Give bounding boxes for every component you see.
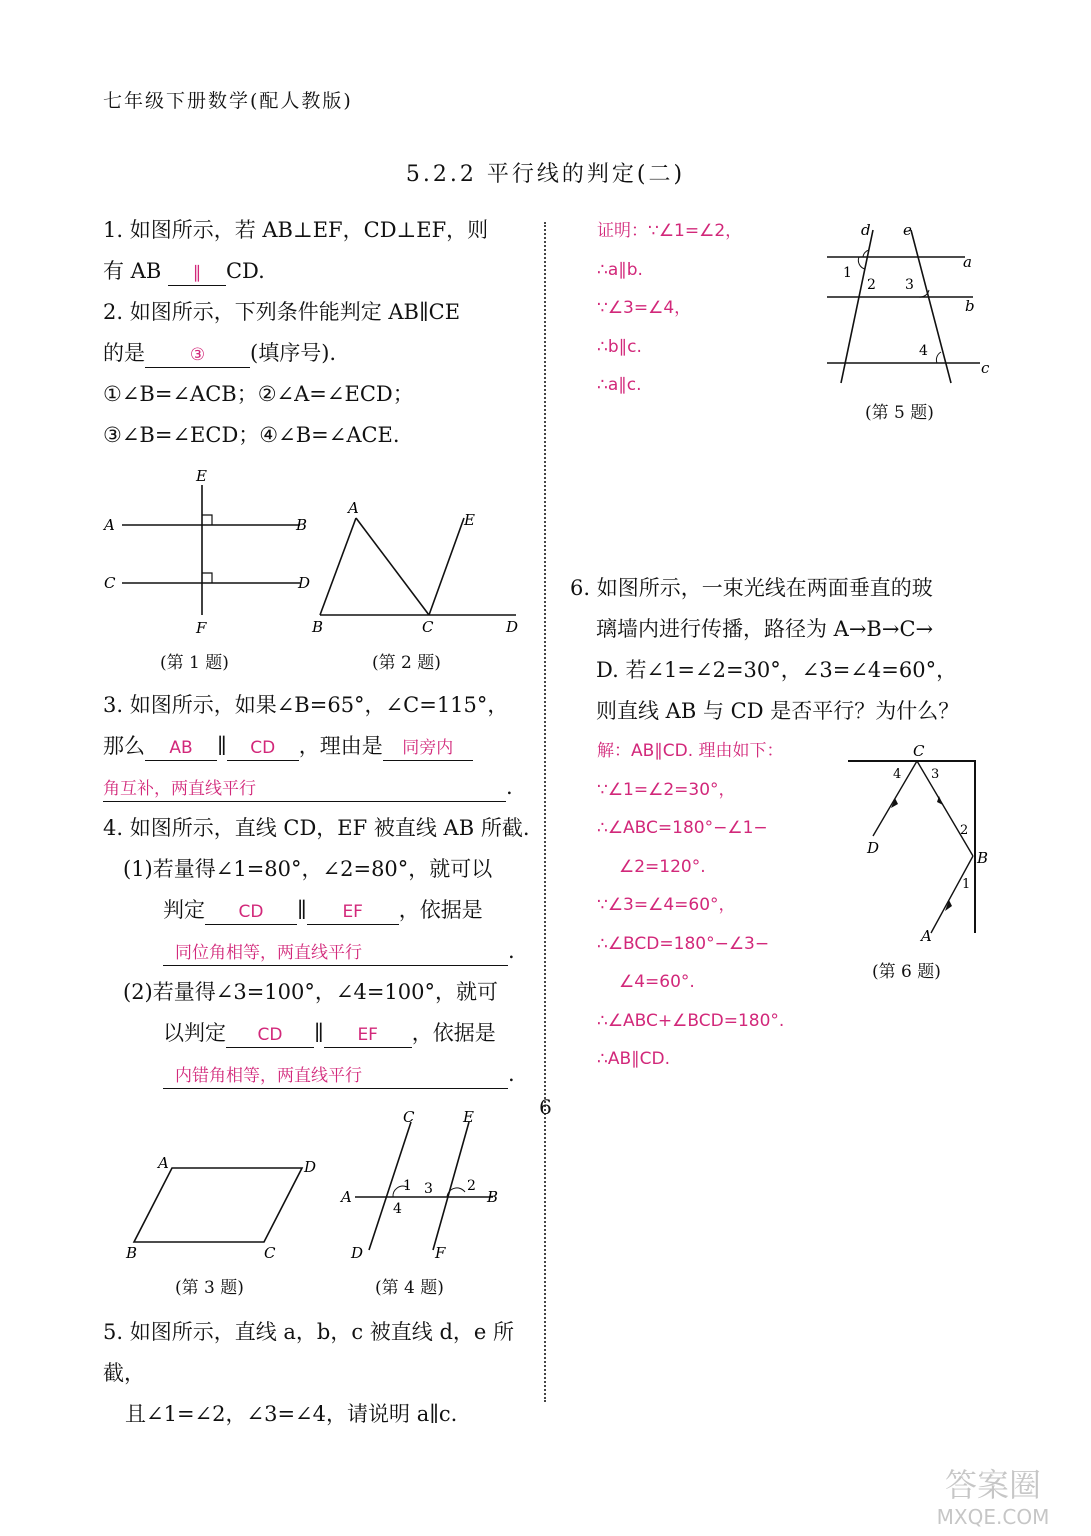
q3-reason-2: 角互补，两直线平行 — [103, 779, 256, 799]
fig5-label-4: 4 — [919, 343, 928, 359]
q1-line1: 1. 如图所示，若 AB⊥EF，CD⊥EF，则 — [103, 218, 489, 242]
fig5-label-2: 2 — [867, 277, 876, 293]
q4-p1-reason: 同位角相等，两直线平行 — [175, 943, 362, 963]
q4-p2-blank-1[interactable] — [226, 1021, 314, 1048]
solution-line: ∴∠ABC+∠BCD=180°. — [597, 1010, 785, 1031]
q4-p1-parallel: ∥ — [297, 898, 307, 922]
question-6 — [570, 568, 1000, 732]
fig5-label-b: b — [965, 297, 975, 315]
q6-line3: D. 若∠1=∠2=30°，∠3=∠4=60°， — [596, 658, 958, 682]
q4-line1: 4. 如图所示，直线 CD，EF 被直线 AB 所截. — [103, 816, 530, 840]
q4-part2-line3 — [103, 1054, 543, 1095]
q4-p1-answer-1: CD — [238, 902, 264, 922]
q4-p2-parallel: ∥ — [314, 1021, 324, 1045]
q4-part1: (1)若量得∠1=80°，∠2=80°，就可以 — [123, 857, 493, 881]
q4-p1-blank-3[interactable] — [163, 939, 508, 966]
q2-answer-blank[interactable] — [145, 341, 250, 368]
fig1-caption: (第 1 题) — [160, 653, 229, 673]
q4-p2-answer-2: EF — [357, 1025, 378, 1045]
q1-pre: 有 AB — [103, 259, 168, 283]
q4-p2-post: ，依据是 — [411, 1021, 496, 1045]
q2-answer: ③ — [189, 345, 206, 365]
question-5 — [103, 1312, 533, 1435]
fig5-label-c: c — [981, 359, 990, 377]
q5-proof — [597, 212, 817, 405]
fig5-label-3: 3 — [905, 277, 914, 293]
q3-end: . — [506, 775, 513, 799]
figure-5 — [815, 215, 995, 385]
q3-blank-4[interactable] — [103, 775, 506, 802]
fig6-label-B: B — [977, 849, 989, 867]
q3-answer-1: AB — [169, 738, 193, 758]
fig4-label-3: 3 — [424, 1181, 433, 1197]
proof-line: ∴a∥c. — [597, 375, 642, 395]
q1-line2 — [103, 251, 533, 292]
fig4-label-F: F — [435, 1244, 446, 1262]
fig1-label-A: A — [104, 516, 115, 534]
svg-text:MXQE.COM: MXQE.COM — [936, 1505, 1050, 1529]
q4-p1-end: . — [508, 939, 515, 963]
solution-line: ∵∠1=∠2=30°， — [597, 779, 736, 800]
figure-3 — [122, 1150, 322, 1265]
fig2-caption: (第 2 题) — [372, 653, 441, 673]
q4-p2-answer-1: CD — [257, 1025, 283, 1045]
section-title: 5.2.2 平行线的判定(二) — [405, 162, 686, 187]
fig2-label-B: B — [312, 618, 324, 636]
fig4-label-2: 2 — [467, 1178, 476, 1194]
fig6-label-3: 3 — [931, 767, 940, 782]
fig4-label-D: D — [351, 1244, 364, 1262]
fig6-label-4: 4 — [893, 767, 902, 782]
q4-p2-reason: 内错角相等，两直线平行 — [175, 1066, 362, 1086]
q1-answer-blank[interactable] — [168, 259, 226, 286]
q4-p2-end: . — [508, 1062, 515, 1086]
proof-line: ∴b∥c. — [597, 336, 642, 357]
q1-post: CD. — [225, 259, 265, 283]
fig5-label-d: d — [861, 221, 871, 239]
q3-blank-3[interactable] — [383, 734, 473, 761]
figure-2 — [308, 495, 528, 640]
fig2-label-C: C — [422, 618, 434, 636]
q3-reason-1: 同旁内 — [402, 738, 454, 758]
fig5-label-e: e — [903, 221, 912, 239]
fig1-label-F: F — [196, 619, 207, 637]
fig4-label-B: B — [487, 1188, 499, 1206]
q2-options-1: ①∠B=∠ACB；②∠A=∠ECD； — [103, 382, 414, 406]
q3-blank-1[interactable] — [145, 734, 217, 761]
q2-line1: 2. 如图所示，下列条件能判定 AB∥CE — [103, 300, 461, 324]
q3-answer-2: CD — [250, 738, 276, 758]
q5-line1: 5. 如图所示，直线 a，b，c 被直线 d，e 所截， — [103, 1320, 515, 1385]
figure-4 — [335, 1100, 510, 1265]
fig4-caption: (第 4 题) — [375, 1278, 444, 1298]
fig3-label-A: A — [158, 1154, 169, 1172]
q2-options-2: ③∠B=∠ECD；④∠B=∠ACE. — [103, 423, 400, 447]
solution-line: ∠4=60°. — [619, 972, 695, 992]
figure-6 — [845, 738, 995, 948]
solution-line: ∵∠3=∠4=60°， — [597, 895, 736, 915]
q6-solution — [597, 732, 847, 1079]
q4-p1-answer-2: EF — [342, 902, 363, 922]
fig6-label-2: 2 — [960, 823, 969, 838]
q3-line3 — [103, 767, 533, 808]
q4-part1-line2 — [103, 890, 543, 931]
q4-part2-line2 — [103, 1013, 543, 1054]
fig6-caption: (第 6 题) — [872, 962, 941, 982]
question-1 — [103, 210, 533, 456]
fig5-label-a: a — [963, 253, 972, 271]
fig3-label-C: C — [264, 1244, 276, 1262]
watermark-logo — [913, 1460, 1073, 1530]
q4-p1-post: ，依据是 — [398, 898, 483, 922]
q6-line4: 则直线 AB 与 CD 是否平行？为什么？ — [596, 699, 960, 723]
fig4-label-1: 1 — [403, 1178, 412, 1194]
q4-part2: (2)若量得∠3=100°，∠4=100°，就可 — [123, 980, 499, 1004]
question-3 — [103, 685, 533, 808]
fig4-label-4: 4 — [393, 1201, 402, 1217]
q2-post: (填序号). — [250, 341, 337, 365]
fig1-label-D: D — [298, 574, 311, 592]
q3-parallel: ∥ — [217, 734, 227, 758]
proof-line: ∵∠3=∠4， — [597, 298, 692, 318]
q3-blank-2[interactable] — [227, 734, 299, 761]
q3-reason-pre: ，理由是 — [298, 734, 383, 758]
q2-line2 — [103, 333, 533, 374]
fig1-label-C: C — [104, 574, 116, 592]
figure-1 — [100, 465, 320, 640]
fig3-label-D: D — [304, 1158, 317, 1176]
q4-p2-blank-3[interactable] — [163, 1062, 508, 1089]
q3-pre: 那么 — [103, 734, 145, 758]
fig6-label-A: A — [921, 927, 932, 945]
q4-p1-blank-2[interactable] — [307, 898, 399, 925]
solution-line: ∴AB∥CD. — [597, 1049, 670, 1069]
fig4-label-E: E — [463, 1108, 474, 1126]
solution-line: 解：AB∥CD. 理由如下： — [597, 741, 784, 761]
q2-pre: 的是 — [103, 341, 145, 365]
q6-line1: 6. 如图所示，一束光线在两面垂直的玻 — [570, 576, 933, 600]
page-number: 6 — [539, 1095, 552, 1119]
q5-line2: 且∠1=∠2，∠3=∠4，请说明 a∥c. — [125, 1402, 458, 1426]
q6-line2: 璃墙内进行传播，路径为 A→B→C→ — [596, 617, 934, 641]
fig1-label-E: E — [196, 467, 207, 485]
solution-line: ∠2=120°. — [619, 856, 706, 877]
fig6-label-1: 1 — [962, 877, 971, 892]
q4-part1-line3 — [103, 931, 543, 972]
fig5-caption: (第 5 题) — [865, 403, 934, 423]
q1-answer: ∥ — [192, 263, 202, 283]
q4-p2-blank-2[interactable] — [324, 1021, 412, 1048]
fig2-label-D: D — [506, 618, 519, 636]
fig1-label-B: B — [296, 516, 308, 534]
fig2-label-E: E — [464, 511, 475, 529]
q4-p1-pre: 判定 — [163, 898, 205, 922]
fig6-label-C: C — [913, 742, 925, 760]
fig3-label-B: B — [126, 1244, 138, 1262]
q4-p2-pre: 以判定 — [163, 1021, 226, 1045]
fig3-caption: (第 3 题) — [175, 1278, 244, 1298]
q4-p1-blank-1[interactable] — [205, 898, 297, 925]
q3-line2 — [103, 726, 533, 767]
book-header: 七年级下册数学(配人教版) — [103, 90, 353, 112]
fig5-label-1: 1 — [843, 265, 852, 281]
proof-line: 证明：∵∠1=∠2， — [597, 221, 743, 241]
proof-line: ∴a∥b. — [597, 259, 643, 280]
question-4 — [103, 808, 543, 1095]
q3-line1: 3. 如图所示，如果∠B=65°，∠C=115°， — [103, 693, 509, 717]
solution-line: ∴∠ABC=180°−∠1− — [597, 818, 768, 838]
svg-text:答案圈: 答案圈 — [944, 1466, 1042, 1504]
fig4-label-C: C — [403, 1108, 415, 1126]
fig2-label-A: A — [348, 499, 359, 517]
solution-line: ∴∠BCD=180°−∠3− — [597, 933, 770, 954]
fig6-label-D: D — [867, 839, 880, 857]
fig4-label-A: A — [341, 1188, 352, 1206]
column-divider — [544, 222, 546, 1402]
